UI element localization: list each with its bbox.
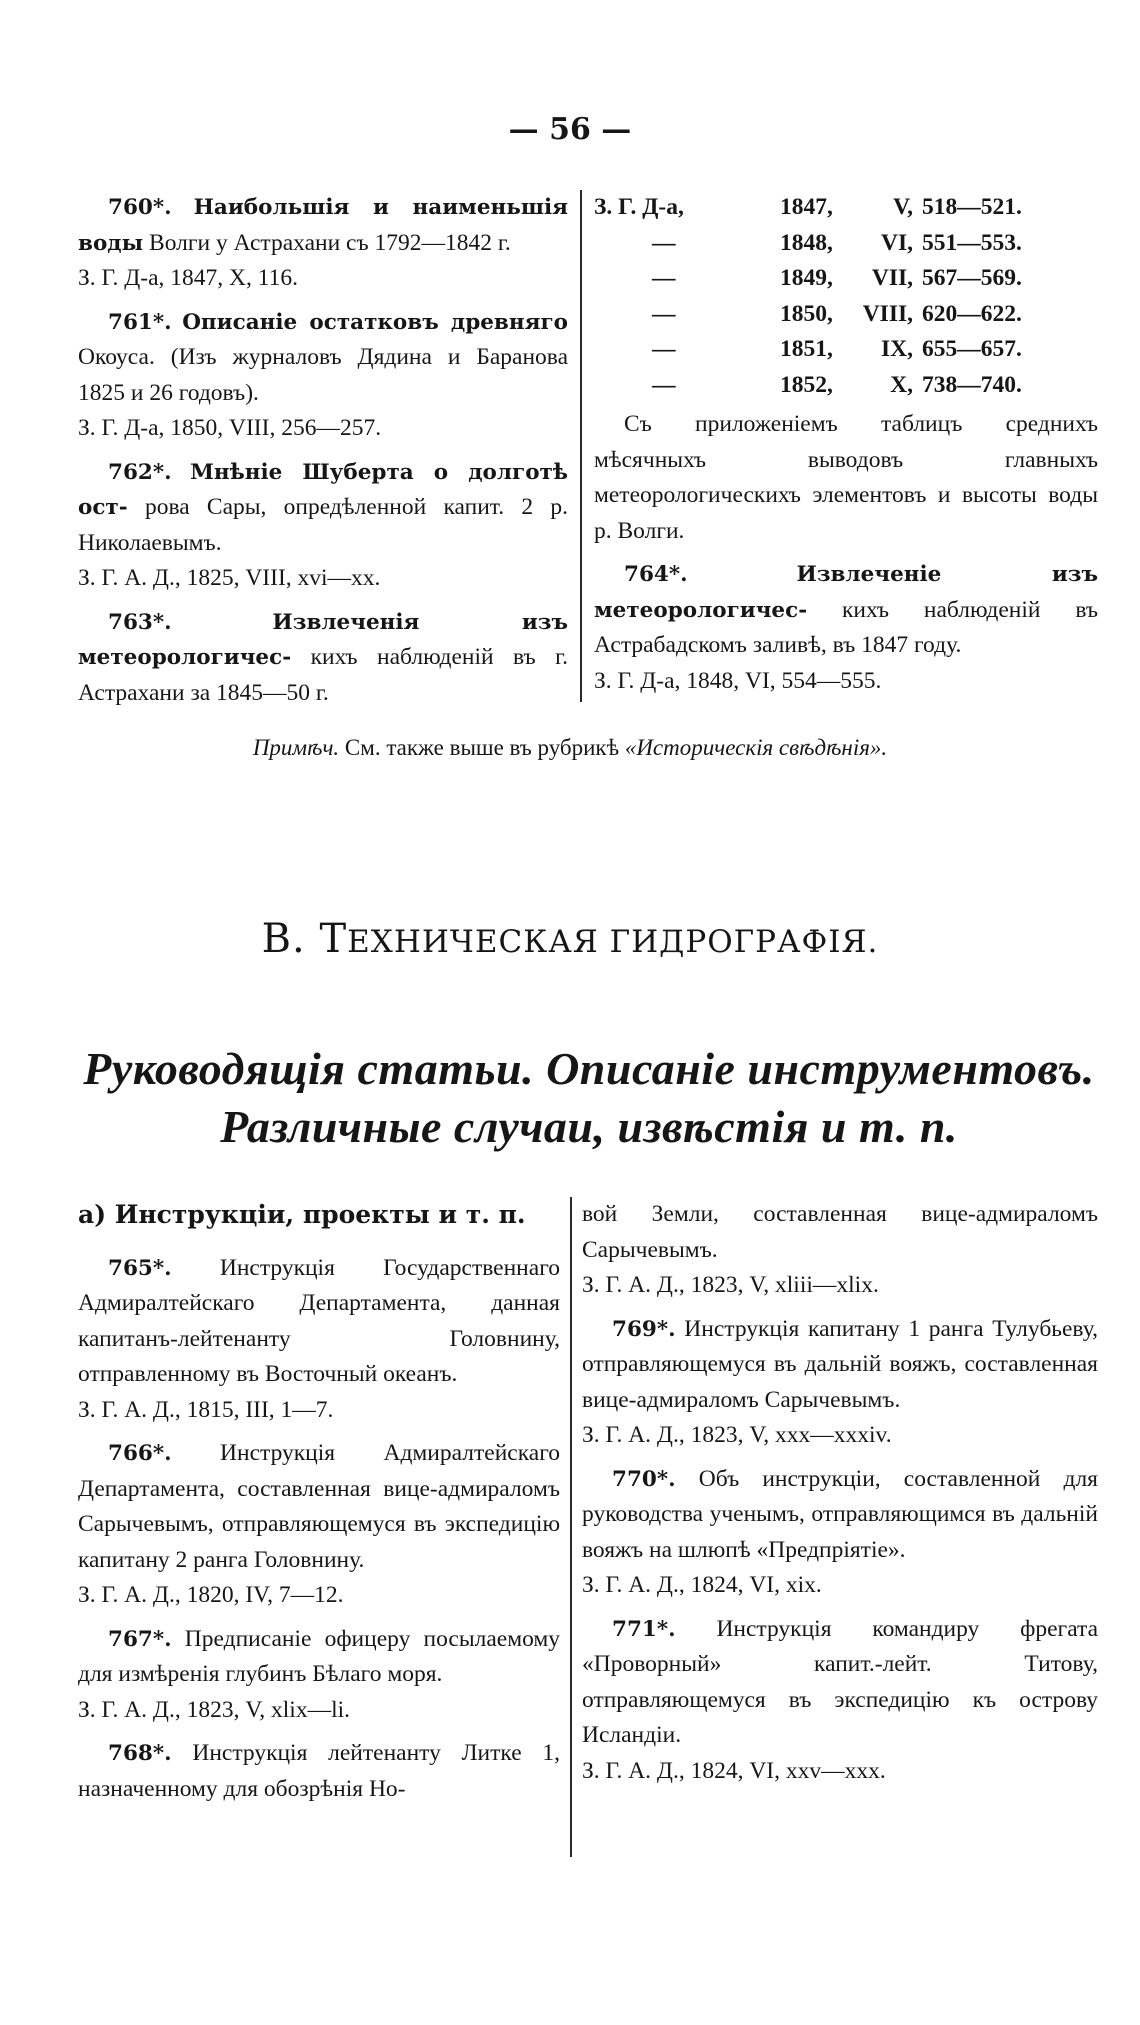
entry-text: кихъ наблюденій въ г. Астрахани за 1845—50 г.	[78, 644, 568, 706]
entry-760	[78, 190, 568, 261]
entry-number: 767*.	[108, 1626, 172, 1652]
volume-source: —	[652, 229, 676, 256]
entry-title: Наибольшія и наименьшія воды	[78, 195, 569, 256]
volume-number: X,	[890, 371, 913, 398]
volume-source: —	[652, 371, 676, 398]
entry-762-ref: З. Г. А. Д., 1825, VIII, xvi—xx.	[78, 565, 381, 591]
volume-row	[594, 297, 1098, 333]
top-right-column	[582, 190, 1098, 711]
footnote-label: Примѣч.	[252, 735, 340, 760]
entry-number: 766*.	[108, 1441, 172, 1466]
volume-pages: 738—740.	[922, 371, 1022, 398]
entry-767	[78, 1622, 560, 1693]
entry-764-ref: З. Г. Д-а, 1848, VI, 554—555.	[594, 667, 882, 694]
entry-number: 768*.	[108, 1741, 172, 1766]
volume-year: 1852,	[780, 371, 833, 398]
entry-text: Инструкція Адмиралтейскаго Департамента, составленная вице-адмираломъ Сарычевымъ, отправляющемуся въ экспедицію капитану 2 ранга Головнину.	[78, 1440, 560, 1573]
entry-text: Предписаніе офицеру посылаемому для измѣренія глубинъ Бѣлаго моря.	[78, 1625, 561, 1687]
volume-number: IX,	[881, 336, 913, 362]
volume-number: VIII,	[862, 300, 913, 327]
volume-pages: 551—553.	[922, 229, 1022, 256]
volume-number: V,	[893, 194, 913, 220]
entry-number: 762*.	[108, 459, 172, 485]
volume-year: 1849,	[780, 265, 833, 291]
entry-number: 770*.	[612, 1466, 676, 1492]
entry-769-ref: З. Г. А. Д., 1823, V, xxx—xxxiv.	[582, 1422, 892, 1448]
entry-768	[78, 1736, 560, 1807]
volume-row	[594, 226, 1098, 262]
entry-770-ref: З. Г. А. Д., 1824, VI, xix.	[582, 1572, 822, 1598]
entry-text: рова Сары, опредѣленной капит. 2 р. Николаевымъ.	[78, 494, 569, 556]
entry-770	[582, 1462, 1098, 1569]
volume-row	[594, 332, 1098, 368]
entry-761	[78, 305, 568, 412]
entry-768-continued: вой Земли, составленная вице-адмираломъ Сарычевымъ.	[582, 1201, 1098, 1263]
entry-text: Инструкція Государственнаго Адмиралтейскаго Департамента, данная капитанъ-лейтенанту Головнину, отправленному въ Восточный океанъ.	[78, 1254, 560, 1387]
entry-title: Извлеченія изъ метеорологичес-	[78, 609, 568, 670]
entry-text: Объ инструкціи, составленной для руководства ученымъ, отправляющимся въ дальній вояжъ на шлюпѣ «Предпріятіе».	[582, 1465, 1098, 1563]
volume-source: —	[652, 265, 676, 291]
bottom-right-column	[572, 1197, 1098, 1857]
section-heading	[0, 916, 1140, 962]
section-a-title: а) Инструкціи, проекты и т. п.	[78, 1200, 526, 1229]
heading-rest: ЕХНИЧЕСКАЯ ГИДРОГРАФІЯ.	[347, 924, 879, 960]
volume-year: 1851,	[780, 336, 833, 362]
bottom-left-column	[78, 1197, 570, 1857]
entry-number: 764*.	[624, 562, 688, 587]
entry-number: 760*.	[108, 195, 172, 220]
volume-number: VII,	[871, 265, 913, 291]
entry-766-ref: З. Г. А. Д., 1820, IV, 7—12.	[78, 1582, 344, 1608]
volume-table	[594, 190, 1098, 403]
entry-number: 761*.	[108, 309, 172, 335]
entry-title: Извлеченіе изъ метеорологичес-	[594, 562, 1098, 623]
entry-number: 771*.	[612, 1616, 676, 1642]
entry-766	[78, 1436, 560, 1578]
volume-source: —	[652, 336, 676, 362]
entry-767-ref: З. Г. А. Д., 1823, V, xlix—li.	[78, 1696, 351, 1723]
entry-762	[78, 455, 568, 562]
entry-text: Инструкція капитану 1 ранга Тулубьеву, отправляющемуся въ дальній вояжъ, составленная вице-адмираломъ Сарычевымъ.	[582, 1315, 1098, 1413]
volume-row	[594, 261, 1098, 297]
entry-765	[78, 1251, 560, 1393]
volume-source: —	[652, 300, 676, 327]
footnote	[0, 735, 1140, 761]
entry-title: Описаніе остатковъ древняго	[182, 309, 568, 335]
entry-text: кихъ наблюденій въ Астрабадскомъ заливѣ, въ 1847 году.	[594, 596, 1098, 658]
footnote-text: См. также выше въ рубрикѣ	[339, 735, 625, 760]
entry-761-ref: З. Г. Д-а, 1850, VIII, 256—257.	[78, 415, 382, 441]
volume-pages: 655—657.	[922, 336, 1022, 362]
entry-title: Мнѣніе Шуберта о долготѣ ост-	[78, 459, 568, 520]
entry-768-ref: З. Г. А. Д., 1823, V, xliii—xlix.	[582, 1272, 879, 1298]
entry-number: 763*.	[108, 609, 172, 635]
appendix-note: Съ приложеніемъ таблицъ среднихъ мѣсячныхъ выводовъ главныхъ метеорологическихъ элементовъ и высоты воды р. Волги.	[594, 411, 1098, 544]
footnote-ref: «Историческія свѣдѣнія».	[624, 735, 888, 760]
volume-source: З. Г. Д-а,	[594, 194, 684, 220]
volume-year: 1850,	[780, 300, 833, 327]
volume-row	[594, 368, 1098, 404]
entry-text: Окоуса. (Изъ журналовъ Дядина и Баранова 1825 и 26 годовъ).	[78, 344, 568, 406]
volume-year: 1848,	[780, 229, 833, 256]
entry-764	[594, 557, 1098, 664]
heading-prefix: В. Т	[261, 916, 348, 962]
volume-number: VI,	[881, 229, 913, 256]
volume-pages: 567—569.	[922, 265, 1022, 291]
entry-769	[582, 1312, 1098, 1419]
volume-pages: 620—622.	[922, 300, 1022, 327]
top-left-column	[78, 190, 580, 711]
entry-771-ref: З. Г. А. Д., 1824, VI, xxv—xxx.	[582, 1757, 886, 1784]
top-columns	[78, 190, 1108, 711]
volume-year: 1847,	[780, 194, 833, 220]
volume-row	[594, 190, 1098, 226]
volume-pages: 518—521.	[922, 194, 1022, 220]
entry-text: Волги у Астрахани съ 1792—1842 г.	[149, 229, 511, 256]
entry-771	[582, 1612, 1098, 1754]
entry-number: 769*.	[612, 1316, 676, 1342]
entry-text: Инструкція лейтенанту Литке 1, назначенному для обозрѣнія Но-	[78, 1740, 560, 1802]
entry-number: 765*.	[108, 1255, 172, 1281]
entry-765-ref: З. Г. А. Д., 1815, III, 1—7.	[78, 1396, 334, 1423]
page-number: — 56 —	[508, 112, 632, 147]
subsection-heading: Руководящія статьи. Описаніе инструментовъ. Различные случаи, извѣстія и т. п.	[83, 1043, 1095, 1152]
bottom-columns	[78, 1197, 1108, 1857]
entry-760-ref: З. Г. Д-а, 1847, Х, 116.	[78, 265, 298, 291]
entry-text: Инструкція командиру фрегата «Проворный» капит.-лейт. Титову, отправляющемуся въ экспедицію къ острову Исландіи.	[582, 1615, 1098, 1748]
entry-763	[78, 605, 568, 712]
